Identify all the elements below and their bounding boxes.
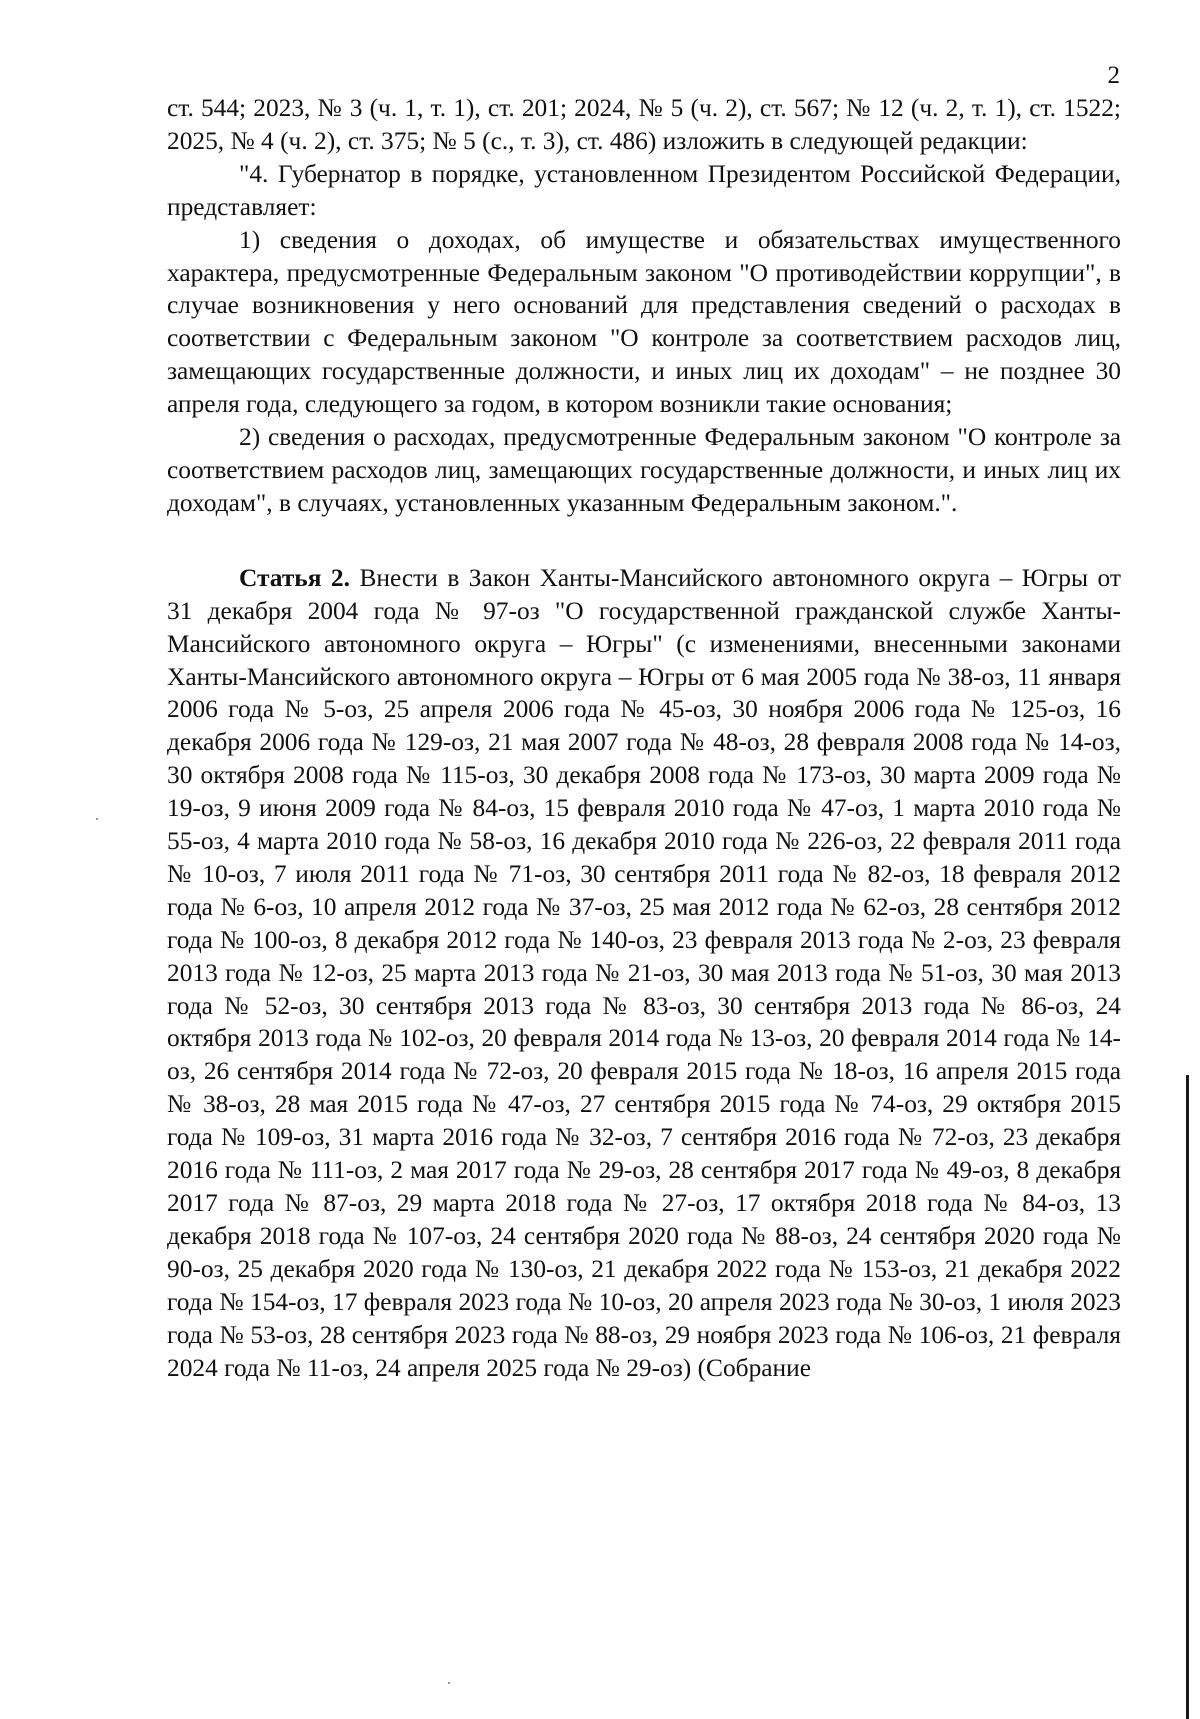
article-heading: Статья 2. xyxy=(239,563,350,592)
paragraph-continuation: ст. 544; 2023, № 3 (ч. 1, т. 1), ст. 201; 2024, № 5 (ч. 2), ст. 567; № 12 (ч. 2, т. 1), ст. 1522; 2025, № 4 (ч. 2), ст. 375; № 5 (с., т. 3), ст. 486) изложить в следующей редакции: xyxy=(167,94,1121,155)
paragraph-gap xyxy=(167,520,1121,562)
scan-speck xyxy=(448,1682,450,1684)
scan-edge-line xyxy=(1186,1075,1189,1719)
page-number: 2 xyxy=(1107,62,1120,89)
scan-speck xyxy=(96,818,98,820)
paragraph-governor-duties: "4. Губернатор в порядке, установленном Президентом Российской Федерации, представляет: xyxy=(167,159,1121,221)
paragraph-item-2: 2) сведения о расходах, предусмотренные Федеральным законом "О контроле за соответствием расходов лиц, замещающих государственные должности, и иных лиц их доходам", в случаях, установленных указанным Федеральным законом.". xyxy=(167,423,1121,517)
paragraph-item-1: 1) сведения о доходах, об имуществе и обязательствах имущественного характера, предусмотренные Федеральным законом "О противодействии коррупции", в случае возникновения у него оснований для представления сведений о расходах в соответствии с Федеральным законом "О контроле за соответствием расходов лиц, замещающих государственные должности, и иных лиц их доходам" – не позднее 30 апреля года, следующего за годом, в котором возникли такие основания; xyxy=(167,225,1121,419)
document-body xyxy=(167,92,1121,1384)
article-text: Внести в Закон Ханты-Мансийского автономного округа – Югры от 31 декабря 2004 года № 97-оз "О государственной гражданской службе Ханты-Мансийского автономного округа – Югры" (с изменениями, внесенными законами Ханты-Мансийского автономного округа – Югры от 6 мая 2005 года № 38-оз, 11 января 2006 года № 5-оз, 25 апреля 2006 года № 45-оз, 30 ноября 2006 года № 125-оз, 16 декабря 2006 года № 129-оз, 21 мая 2007 года № 48-оз, 28 февраля 2008 года № 14-оз, 30 октября 2008 года № 115-оз, 30 декабря 2008 года № 173-оз, 30 марта 2009 года № 19-оз, 9 июня 2009 года № 84-оз, 15 февраля 2010 года № 47-оз, 1 марта 2010 года № 55-оз, 4 марта 2010 года № 58-оз, 16 декабря 2010 года № 226-оз, 22 февраля 2011 года № 10-оз, 7 июля 2011 года № 71-оз, 30 сентября 2011 года № 82-оз, 18 февраля 2012 года № 6-оз, 10 апреля 2012 года № 37-оз, 25 мая 2012 года № 62-оз, 28 сентября 2012 года № 100-оз, 8 декабря 2012 года № 140-оз, 23 февраля 2013 года № 2-оз, 23 февраля 2013 года № 12-оз, 25 марта 2013 года № 21-оз, 30 мая 2013 года № 51-оз, 30 мая 2013 года № 52-оз, 30 сентября 2013 года № 83-оз, 30 сентября 2013 года № 86-оз, 24 октября 2013 года № 102-оз, 20 февраля 2014 года № 13-оз, 20 февраля 2014 года № 14-оз, 26 сентября 2014 года № 72-оз, 20 февраля 2015 года № 18-оз, 16 апреля 2015 года № 38-оз, 28 мая 2015 года № 47-оз, 27 сентября 2015 года № 74-оз, 29 октября 2015 года № 109-оз, 31 марта 2016 года № 32-оз, 7 сентября 2016 года № 72-оз, 23 декабря 2016 года № 111-оз, 2 мая 2017 года № 29-оз, 28 сентября 2017 года № 49-оз, 8 декабря 2017 года № 87-оз, 29 марта 2018 года № 27-оз, 17 октября 2018 года № 84-оз, 13 декабря 2018 года № 107-оз, 24 сентября 2020 года № 88-оз, 24 сентября 2020 года № 90-оз, 25 декабря 2020 года № 130-оз, 21 декабря 2022 года № 153-оз, 21 декабря 2022 года № 154-оз, 17 февраля 2023 года № 10-оз, 20 апреля 2023 года № 30-оз, 1 июля 2023 года № 53-оз, 28 сентября 2023 года № 88-оз, 29 ноября 2023 года № 106-оз, 21 февраля 2024 года № 11-оз, 24 апреля 2025 года № 29-оз) (Собрание xyxy=(167,563,1121,1382)
article-2-paragraph xyxy=(167,562,1121,1385)
